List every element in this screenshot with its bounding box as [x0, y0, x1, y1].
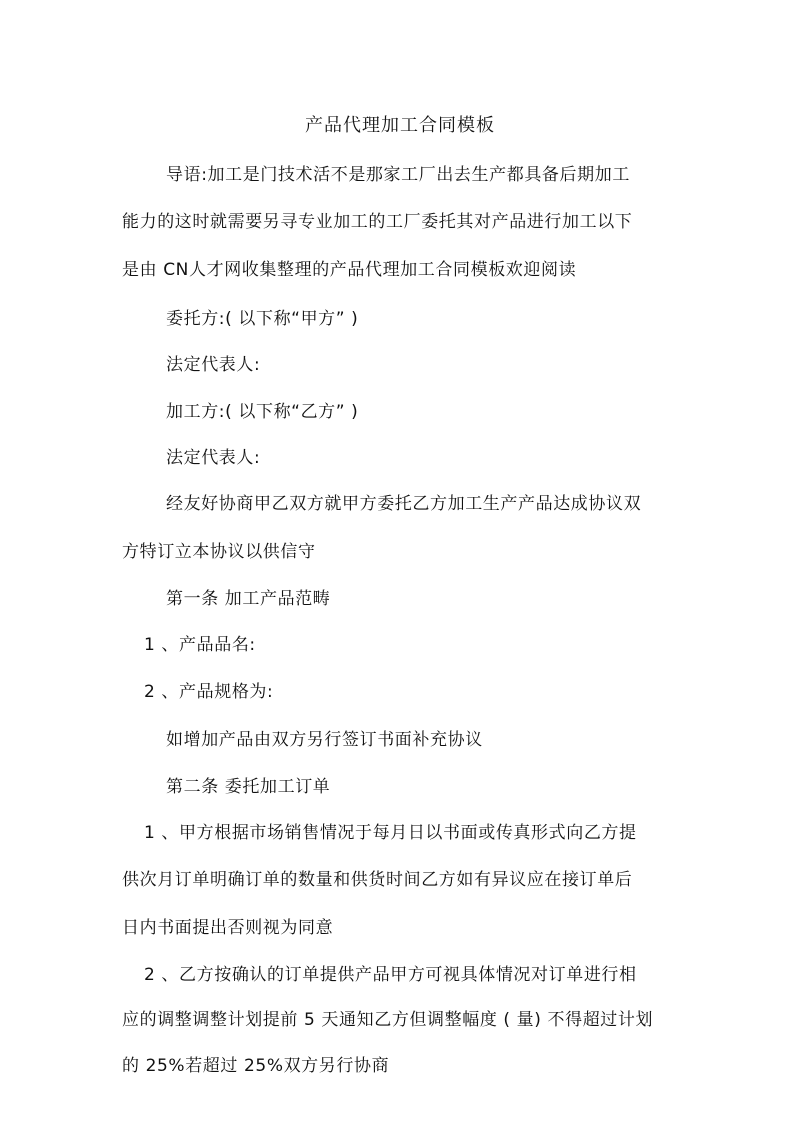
- paragraph-line: 供次月订单明确订单的数量和供货时间乙方如有异议应在接订单后: [122, 870, 633, 890]
- paragraph-line: 1 、产品品名:: [144, 635, 256, 655]
- paragraph-line: 经友好协商甲乙双方就甲方委托乙方加工生产产品达成协议双: [166, 494, 642, 514]
- paragraph-line: 日内书面提出否则视为同意: [122, 918, 334, 938]
- paragraph-line: 委托方:( 以下称“甲方” ): [166, 309, 359, 329]
- article-heading: 第一条 加工产品范畴: [166, 589, 331, 609]
- paragraph-line: 1 、甲方根据市场销售情况于每月日以书面或传真形式向乙方提: [144, 823, 637, 843]
- paragraph-line: 能力的这时就需要另寻专业加工的工厂委托其对产品进行加工以下: [122, 212, 633, 232]
- paragraph-line: 法定代表人:: [166, 448, 261, 468]
- document-title: 产品代理加工合同模板: [305, 115, 495, 136]
- paragraph-line: 加工方:( 以下称“乙方” ): [166, 402, 359, 422]
- paragraph-line: 应的调整调整计划提前 5 天通知乙方但调整幅度 ( 量) 不得超过计划: [122, 1010, 654, 1030]
- paragraph-line: 2 、乙方按确认的订单提供产品甲方可视具体情况对订单进行相: [144, 965, 637, 985]
- paragraph-line: 导语:加工是门技术活不是那家工厂出去生产都具备后期加工: [166, 165, 630, 185]
- paragraph-line: 法定代表人:: [166, 355, 261, 375]
- paragraph-line: 的 25%若超过 25%双方另行协商: [122, 1056, 390, 1076]
- paragraph-line: 2 、产品规格为:: [144, 682, 274, 702]
- paragraph-line: 方特订立本协议以供信守: [122, 542, 316, 562]
- article-heading: 第二条 委托加工订单: [166, 777, 331, 797]
- paragraph-line: 如增加产品由双方另行签订书面补充协议: [166, 730, 483, 750]
- paragraph-line: 是由 CN人才网收集整理的产品代理加工合同模板欢迎阅读: [122, 260, 577, 280]
